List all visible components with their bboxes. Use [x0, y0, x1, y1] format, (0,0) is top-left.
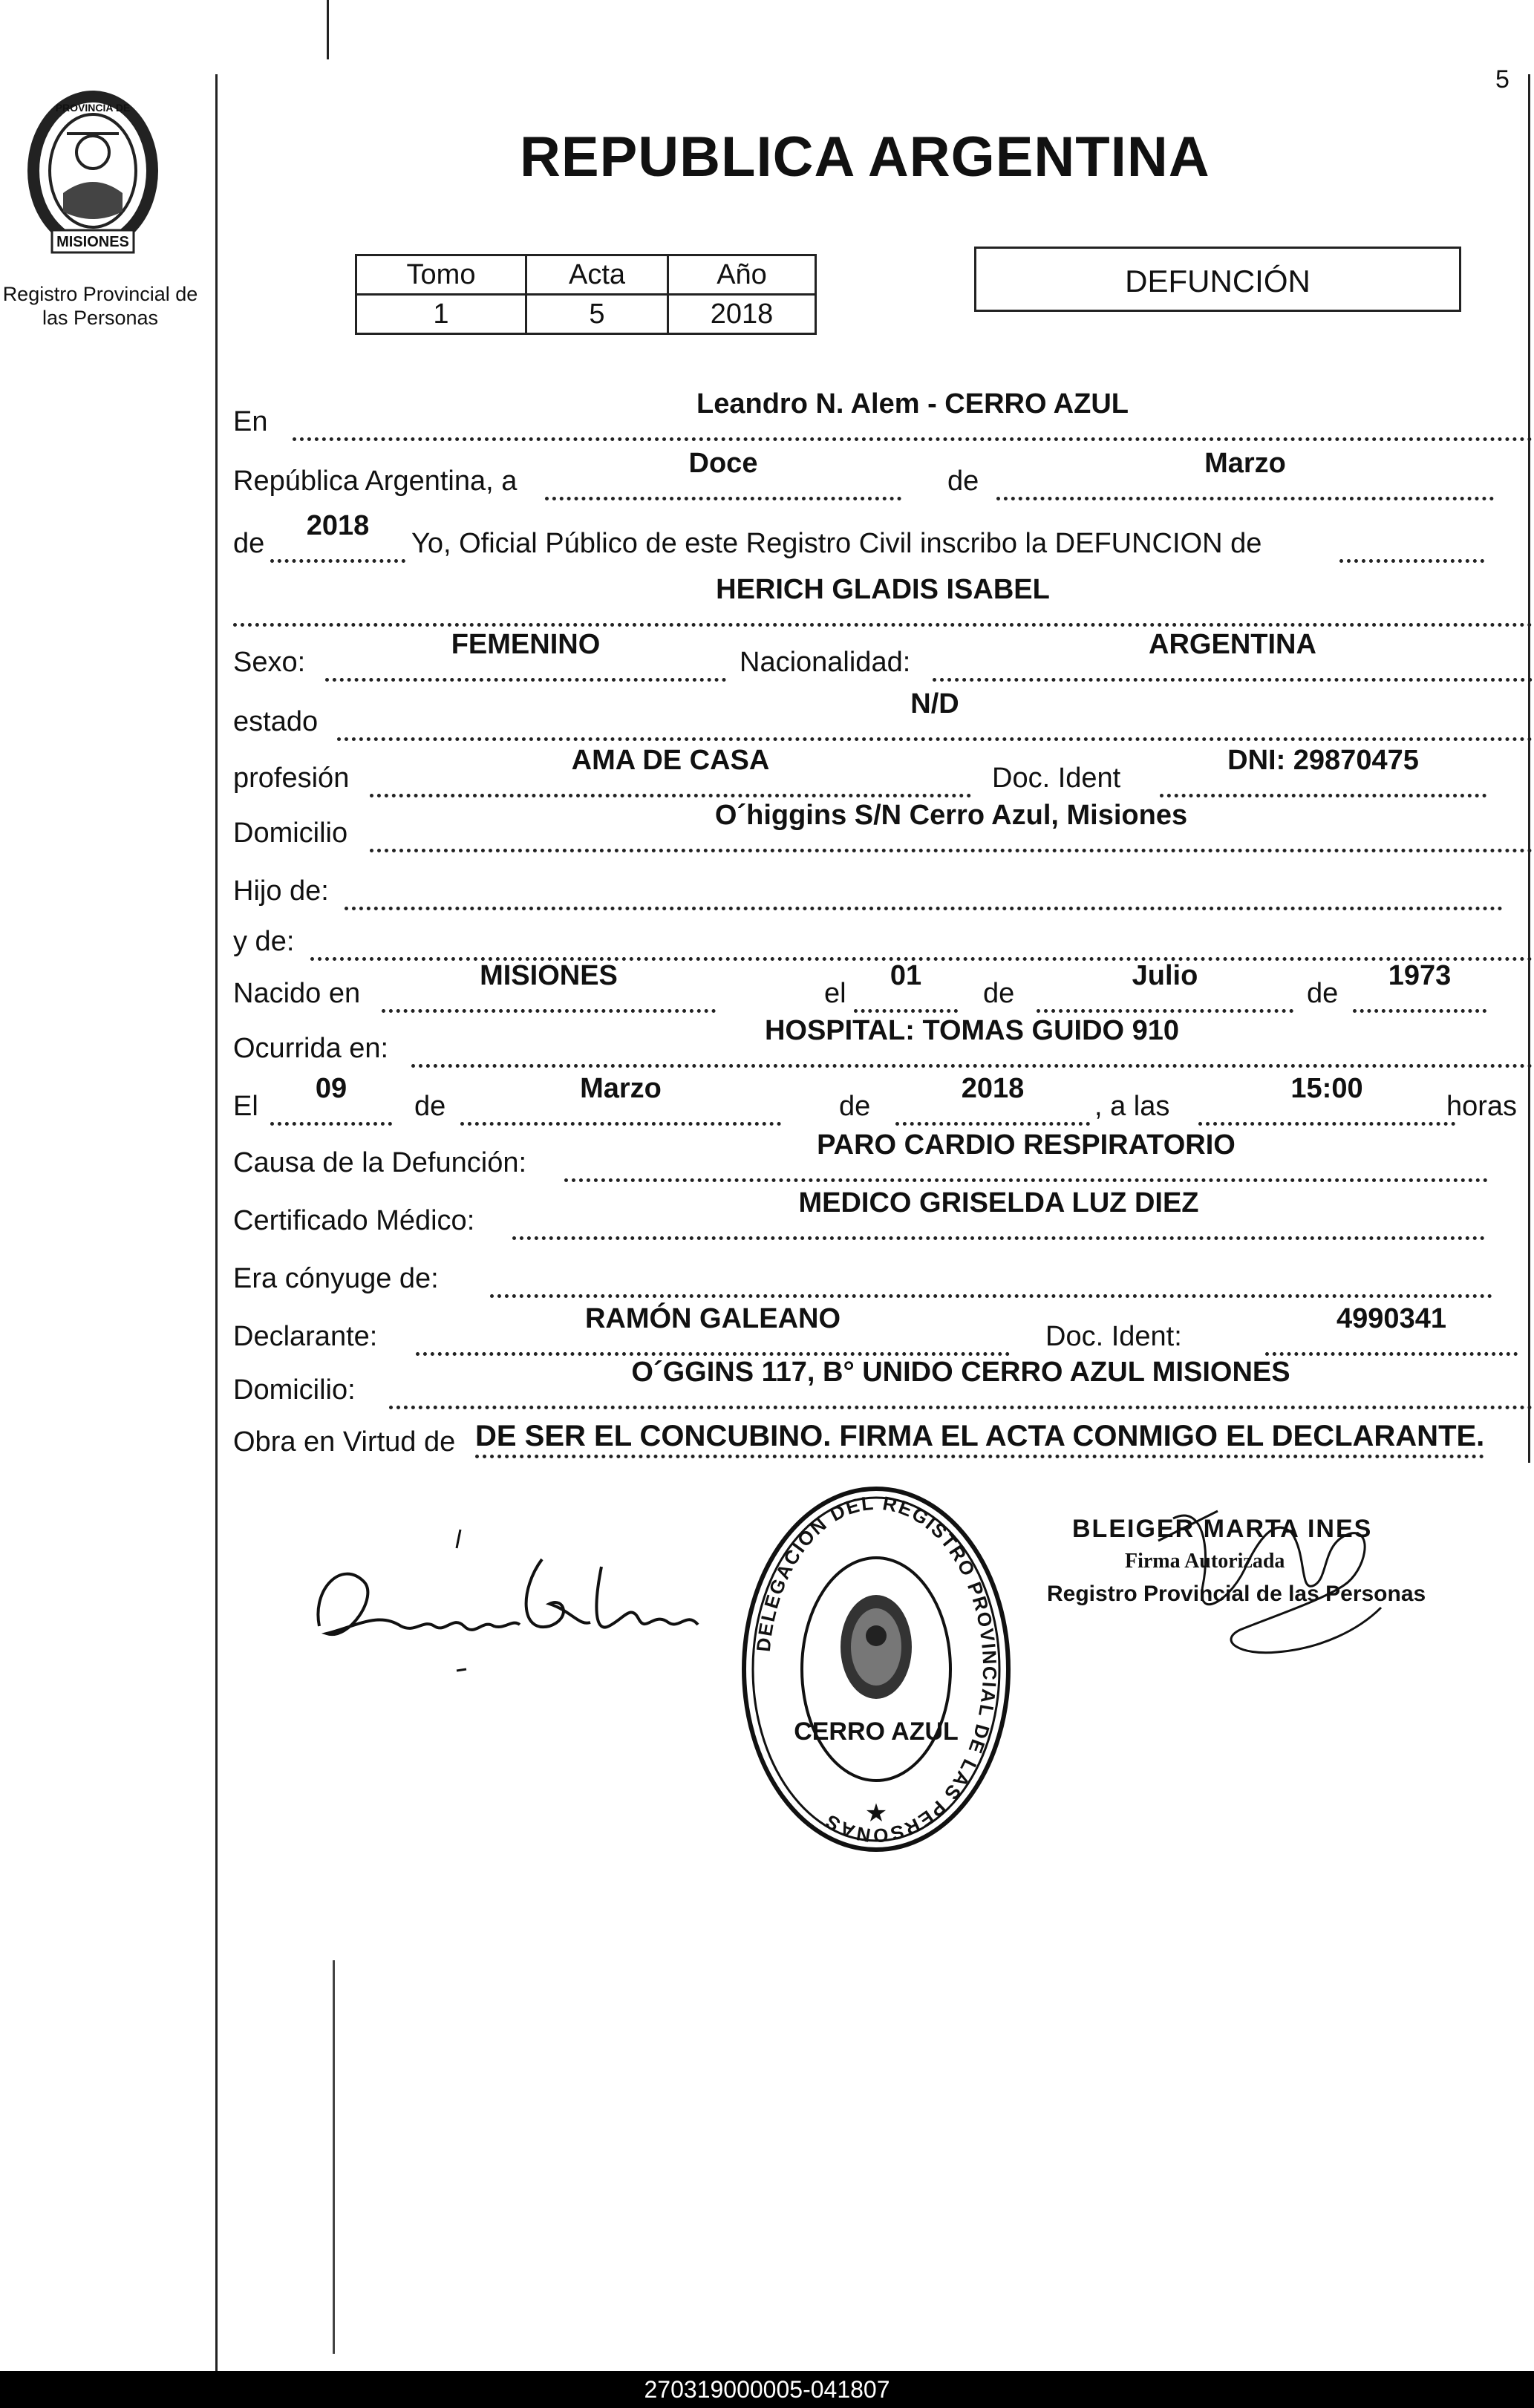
domicilio-field [370, 800, 1533, 852]
acta-value: 5 [526, 295, 668, 334]
row-ocurrida [233, 1015, 1533, 1071]
reference-table [355, 254, 817, 335]
sexo-field [325, 629, 726, 682]
nacionalidad-label: Nacionalidad: [740, 647, 911, 678]
conyuge-field [490, 1265, 1492, 1298]
acta-header: Acta [526, 255, 668, 295]
el2-label: El [233, 1091, 258, 1122]
obra-value: DE SER EL CONCUBINO. FIRMA EL ACTA CONMIGO EL DECLARANTE. [475, 1420, 1484, 1458]
de4-label: de [839, 1091, 871, 1122]
authority-title: Firma Autorizada [1125, 1550, 1285, 1573]
el-label: el [824, 978, 846, 1009]
en-value: Leandro N. Alem - CERRO AZUL [696, 388, 1129, 420]
reference-header-row [356, 255, 816, 295]
domicilio2-field [389, 1357, 1533, 1409]
tomo-value: 1 [356, 295, 526, 334]
birth-month-field [1037, 960, 1293, 1013]
ocurrida-field [411, 1015, 1533, 1068]
deceased-field [233, 574, 1533, 627]
declarant-signature [297, 1515, 742, 1678]
de-label: de [947, 466, 979, 497]
birth-day-value: 01 [890, 960, 922, 991]
row-estado [233, 688, 1533, 744]
doc2-label: Doc. Ident: [1045, 1321, 1182, 1352]
left-margin-line [215, 74, 218, 2371]
document-id-bar: 270319000005-041807 [0, 2371, 1534, 2408]
certificado-label: Certificado Médico: [233, 1205, 475, 1236]
row-fecha-muerte [233, 1073, 1533, 1129]
month-field [996, 448, 1494, 500]
reference-value-row [356, 295, 816, 334]
birth-year-field [1353, 960, 1486, 1013]
estado-label: estado [233, 706, 319, 737]
row-official [233, 510, 1533, 566]
row-profesion [233, 745, 1533, 800]
official-text: Yo, Oficial Público de este Registro Civil inscribo la DEFUNCION de [411, 528, 1262, 559]
nacionalidad-field [933, 629, 1533, 682]
authority-org: Registro Provincial de las Personas [1047, 1582, 1426, 1606]
sexo-value: FEMENINO [451, 629, 601, 660]
year-value: 2018 [306, 510, 370, 541]
row-hijo [233, 867, 1533, 913]
row-en [233, 388, 1533, 444]
official-seal [740, 1484, 1013, 1855]
day-field [545, 448, 901, 500]
republica-label: República Argentina, a [233, 466, 518, 497]
row-obra [233, 1418, 1533, 1464]
profesion-field [370, 745, 971, 797]
certificado-value: MEDICO GRISELDA LUZ DIEZ [798, 1187, 1199, 1218]
bottom-tick-line [333, 1960, 335, 2354]
deceased-name: HERICH GLADIS ISABEL [716, 574, 1050, 605]
page-number: 5 [1495, 65, 1509, 94]
birth-year-value: 1973 [1388, 960, 1452, 991]
death-month-field [460, 1073, 781, 1126]
death-year-field [895, 1073, 1090, 1126]
obra-label: Obra en Virtud de [233, 1426, 456, 1458]
death-day-field [270, 1073, 392, 1126]
record-type-box: DEFUNCIÓN [974, 247, 1461, 312]
tomo-header: Tomo [356, 255, 526, 295]
declarante-label: Declarante: [233, 1321, 378, 1352]
row-causa [233, 1129, 1533, 1185]
doc-field [1160, 745, 1486, 797]
nacionalidad-value: ARGENTINA [1149, 629, 1316, 660]
en-label: En [233, 406, 268, 437]
de3-label: de [414, 1091, 446, 1122]
row-domicilio2 [233, 1357, 1533, 1412]
estado-value: N/D [910, 688, 959, 720]
top-tick-line [327, 0, 329, 59]
conyuge-label: Era cónyuge de: [233, 1263, 439, 1294]
provincia-misiones-logo [22, 82, 163, 260]
anio-value: 2018 [668, 295, 816, 334]
ocurrida-label: Ocurrida en: [233, 1033, 389, 1064]
declarante-value: RAMÓN GALEANO [584, 1303, 841, 1334]
nacido-label: Nacido en [233, 978, 361, 1009]
row-conyuge [233, 1255, 1533, 1301]
doc-label: Doc. Ident [992, 763, 1121, 794]
page-title: REPUBLICA ARGENTINA [520, 125, 1210, 189]
seal-outer-text: DELEGACION DEL REGISTRO PROVINCIAL DE LAS PERSONAS [751, 1491, 1002, 1847]
day-value: Doce [688, 448, 758, 479]
registry-line-1: Registro Provincial de [2, 283, 198, 305]
row-yde [233, 918, 1533, 964]
year-field [270, 510, 405, 563]
birth-month-value: Julio [1132, 960, 1198, 991]
profesion-value: AMA DE CASA [571, 745, 770, 776]
authority-signature [1129, 1489, 1455, 1682]
en-field [293, 388, 1533, 441]
de2-label: de [1307, 978, 1339, 1009]
authority-name: BLEIGER MARTA INES [1072, 1515, 1373, 1543]
seal-star-icon: ★ [864, 1799, 888, 1827]
domicilio2-value: O´GGINS 117, B° UNIDO CERRO AZUL MISIONES [631, 1357, 1290, 1388]
certificado-field [512, 1187, 1485, 1240]
death-day-value: 09 [315, 1073, 347, 1104]
death-year-value: 2018 [961, 1073, 1025, 1104]
row-domicilio [233, 800, 1533, 855]
horas-label: horas [1446, 1091, 1518, 1122]
de1-label: de [983, 978, 1015, 1009]
death-time-field [1198, 1073, 1455, 1126]
hijo-field [345, 877, 1503, 910]
logo-text-bottom: MISIONES [56, 234, 129, 250]
row-declarante [233, 1303, 1533, 1359]
hijo-label: Hijo de: [233, 875, 329, 907]
causa-value: PARO CARDIO RESPIRATORIO [817, 1129, 1236, 1161]
row-deceased [233, 574, 1533, 630]
yde-label: y de: [233, 926, 295, 957]
causa-field [564, 1129, 1488, 1182]
estado-field [337, 688, 1533, 741]
domicilio-value: O´higgins S/N Cerro Azul, Misiones [714, 800, 1188, 831]
registry-line-2: las Personas [42, 307, 159, 329]
seal-inner-text: CERRO AZUL [794, 1717, 959, 1746]
anio-header: Año [668, 255, 816, 295]
profesion-label: profesión [233, 763, 350, 794]
yde-field [310, 927, 1533, 961]
row-certificado [233, 1187, 1533, 1243]
ocurrida-value: HOSPITAL: TOMAS GUIDO 910 [764, 1015, 1180, 1046]
logo-text-top: PROVINCIA DE [55, 102, 131, 114]
doc2-field [1265, 1303, 1518, 1356]
registry-label [0, 282, 200, 330]
year-de-label: de [233, 528, 265, 559]
month-value: Marzo [1204, 448, 1286, 479]
declarante-field [416, 1303, 1010, 1356]
row-sexo [233, 629, 1533, 685]
domicilio-label: Domicilio [233, 818, 348, 849]
official-trail-field [1339, 529, 1484, 563]
doc-value: DNI: 29870475 [1227, 745, 1419, 776]
row-nacido [233, 960, 1533, 1016]
alas-label: , a las [1094, 1091, 1170, 1122]
death-time-value: 15:00 [1290, 1073, 1363, 1104]
causa-label: Causa de la Defunción: [233, 1147, 527, 1178]
nacido-field [382, 960, 716, 1013]
death-month-value: Marzo [580, 1073, 662, 1104]
domicilio2-label: Domicilio: [233, 1374, 356, 1406]
sexo-label: Sexo: [233, 647, 306, 678]
nacido-value: MISIONES [480, 960, 618, 991]
birth-day-field [854, 960, 958, 1013]
row-republica [233, 448, 1533, 503]
doc2-value: 4990341 [1336, 1303, 1446, 1334]
